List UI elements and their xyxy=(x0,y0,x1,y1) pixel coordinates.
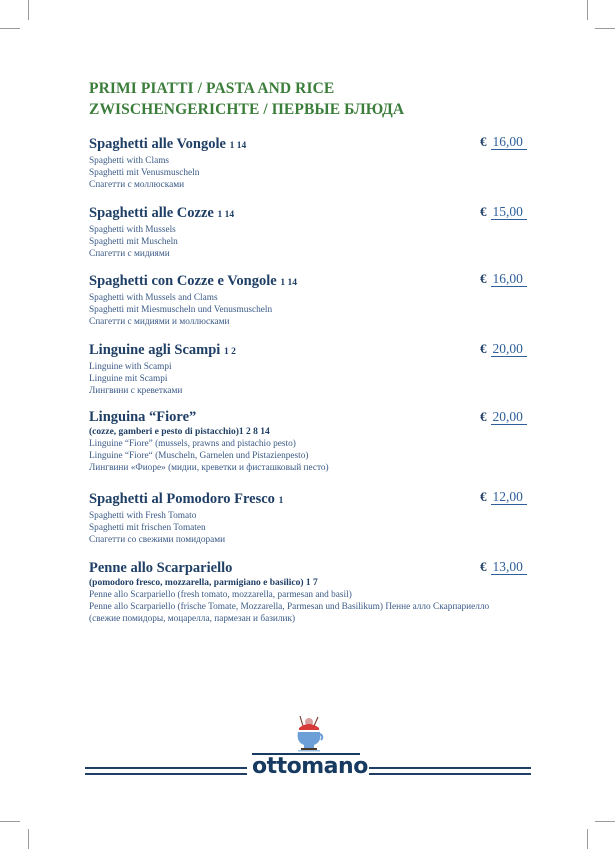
crop-mark xyxy=(0,821,20,822)
item-subtitle: (cozze, gamberi e pesto di pistacchio)1 2 8 14 xyxy=(89,427,270,437)
divider-line xyxy=(369,767,531,769)
crop-mark xyxy=(587,0,588,20)
item-desc-de: Spaghetti mit Venusmuscheln xyxy=(89,168,200,179)
item-desc-en: Linguine “Fiore” (mussels, prawns and pistachio pesto) xyxy=(89,439,296,449)
menu-item xyxy=(89,205,529,261)
item-desc-ru: Спагетти с мидиями и моллюсками xyxy=(89,317,230,328)
menu-item xyxy=(89,136,529,192)
item-name: Penne allo Scarpariello xyxy=(89,560,233,576)
heading-line-2: ZWISCHENGERICHTE / ПЕРВЫЕ БЛЮДА xyxy=(89,101,405,118)
item-price xyxy=(480,341,527,357)
price-value: 16,00 xyxy=(491,272,527,287)
crop-mark xyxy=(28,0,29,20)
price-value: 13,00 xyxy=(491,560,527,575)
item-desc-ru: Лингвини с креветками xyxy=(89,386,183,397)
item-name: Spaghetti alle Cozze xyxy=(89,205,214,221)
price-value: 20,00 xyxy=(491,410,527,425)
brand-logo: ottomano xyxy=(252,754,368,779)
price-value: 16,00 xyxy=(491,135,527,150)
item-desc-en: Spaghetti with Clams xyxy=(89,156,170,166)
divider-line xyxy=(85,773,247,775)
allergen-codes: 1 14 xyxy=(280,278,297,288)
item-desc-ru: (свежие помидоры, моцарелла, пармезан и базилик) xyxy=(89,614,296,625)
euro-icon: € xyxy=(480,489,487,504)
price-value: 15,00 xyxy=(491,205,527,220)
item-desc-en: Penne allo Scarpariello (fresh tomato, mozzarella, parmesan and basil) xyxy=(89,590,352,600)
item-desc-en: Spaghetti with Mussels and Clams xyxy=(89,293,218,303)
item-desc-ru: Спагетти с мидиями xyxy=(89,249,170,260)
item-desc-ru: Спагетти со свежими помидорами xyxy=(89,535,226,546)
heading-line-1: PRIMI PIATTI / PASTA AND RICE xyxy=(89,80,335,97)
allergen-codes: 1 14 xyxy=(229,141,247,151)
crop-mark xyxy=(595,821,615,822)
euro-icon: € xyxy=(480,271,487,286)
item-price xyxy=(480,489,527,505)
menu-item xyxy=(89,560,529,626)
item-name: Linguine agli Scampi xyxy=(89,342,221,358)
item-desc-ru: Лингвини «Фиоре» (мидии, креветки и фисташковый песто) xyxy=(89,463,329,474)
price-value: 12,00 xyxy=(491,490,527,505)
genie-lamp-mascot-icon xyxy=(290,714,326,754)
item-name: Spaghetti alle Vongole xyxy=(89,136,226,152)
item-price xyxy=(480,271,527,287)
menu-item xyxy=(89,342,529,398)
item-desc-de-ru: Penne allo Scarpariello (frische Tomate, Mozzarella, Parmesan und Basilikum) Пенне алло Скарпариелло xyxy=(89,602,490,613)
euro-icon: € xyxy=(480,204,487,219)
allergen-codes: 1 14 xyxy=(217,210,235,220)
allergen-codes: 1 xyxy=(278,496,284,506)
item-desc-de: Linguine mit Scampi xyxy=(89,374,168,385)
divider-line xyxy=(85,767,247,769)
crop-mark xyxy=(587,829,588,849)
item-price xyxy=(480,559,527,575)
menu-item xyxy=(89,491,529,547)
crop-mark xyxy=(28,829,29,849)
item-subtitle: (pomodoro fresco, mozzarella, parmigiano e basilico) 1 7 xyxy=(89,578,318,588)
allergen-codes: 1 2 xyxy=(223,347,236,357)
item-price xyxy=(480,204,527,220)
euro-icon: € xyxy=(480,134,487,149)
price-value: 20,00 xyxy=(491,342,527,357)
crop-mark xyxy=(0,28,20,29)
euro-icon: € xyxy=(480,341,487,356)
item-desc-en: Spaghetti with Fresh Tomato xyxy=(89,511,197,521)
item-desc-de: Linguine “Fiore“ (Muscheln, Garnelen und Pistazienpesto) xyxy=(89,451,309,462)
item-price xyxy=(480,134,527,150)
menu-item xyxy=(89,273,529,329)
item-desc-ru: Спагетти с моллюсками xyxy=(89,180,185,191)
item-desc-de: Spaghetti mit Muscheln xyxy=(89,237,178,248)
item-name: Spaghetti con Cozze e Vongole xyxy=(89,273,277,289)
euro-icon: € xyxy=(480,409,487,424)
item-desc-de: Spaghetti mit Miesmuscheln und Venusmuscheln xyxy=(89,305,273,316)
menu-item xyxy=(89,409,529,475)
section-heading xyxy=(89,78,404,120)
euro-icon: € xyxy=(480,559,487,574)
item-name: Spaghetti al Pomodoro Fresco xyxy=(89,491,275,507)
item-price xyxy=(480,409,527,425)
divider-line xyxy=(369,773,531,775)
item-desc-de: Spaghetti mit frischen Tomaten xyxy=(89,523,206,534)
item-desc-en: Spaghetti with Mussels xyxy=(89,225,176,235)
crop-mark xyxy=(595,28,615,29)
item-name: Linguina “Fiore” xyxy=(89,409,197,425)
item-desc-en: Linguine with Scampi xyxy=(89,362,172,372)
